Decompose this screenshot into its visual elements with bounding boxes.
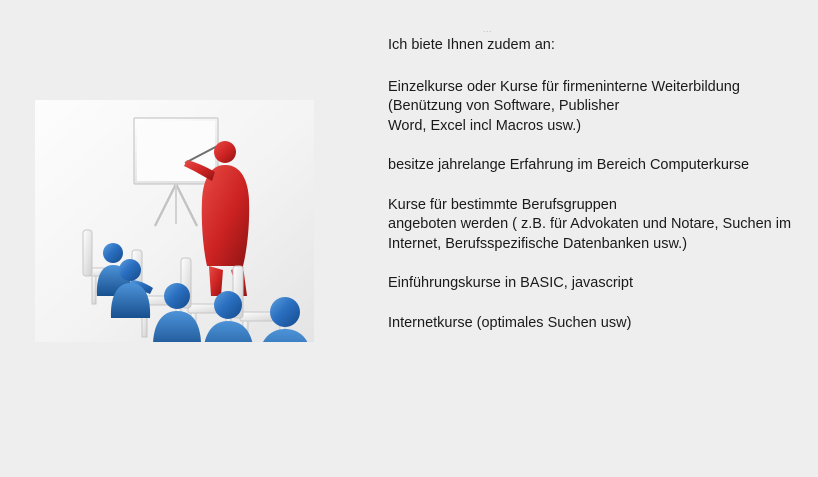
- paragraph-erfahrung: [388, 156, 803, 176]
- paragraph-internetkurse: [388, 314, 803, 334]
- paragraph-line: besitze jahrelange Erfahrung im Bereich Computerkurse: [388, 157, 750, 173]
- paragraph-line: (Benützung von Software, Publisher: [388, 98, 620, 114]
- paragraph-line: Einzelkurse oder Kurse für firmeninterne Weiterbildung: [388, 78, 740, 95]
- classroom-illustration-svg: [35, 100, 314, 342]
- paragraph-berufsgruppen: [388, 196, 803, 255]
- paragraph-einzelkurse: [388, 78, 803, 137]
- tiny-header: ...: [483, 24, 493, 34]
- paragraph-line: Kurse für bestimmte Berufsgruppen: [388, 196, 617, 213]
- paragraph-intro: [388, 36, 803, 56]
- paragraph-line: Internetkurse (optimales Suchen usw): [388, 314, 632, 331]
- paragraph-line: Ich biete Ihnen zudem an:: [388, 37, 555, 53]
- paragraph-line: Word, Excel incl Macros usw.): [388, 117, 582, 134]
- text-column: [388, 22, 803, 333]
- paragraph-line: Internet, Berufsspezifische Datenbanken usw.): [388, 235, 688, 252]
- paragraph-line: angeboten werden ( z.B. für Advokaten und Notare, Suchen im: [388, 216, 792, 232]
- paragraph-line: Einführungskurse in BASIC, javascript: [388, 275, 633, 291]
- paragraph-basic: [388, 274, 803, 294]
- classroom-training-illustration: [35, 100, 314, 342]
